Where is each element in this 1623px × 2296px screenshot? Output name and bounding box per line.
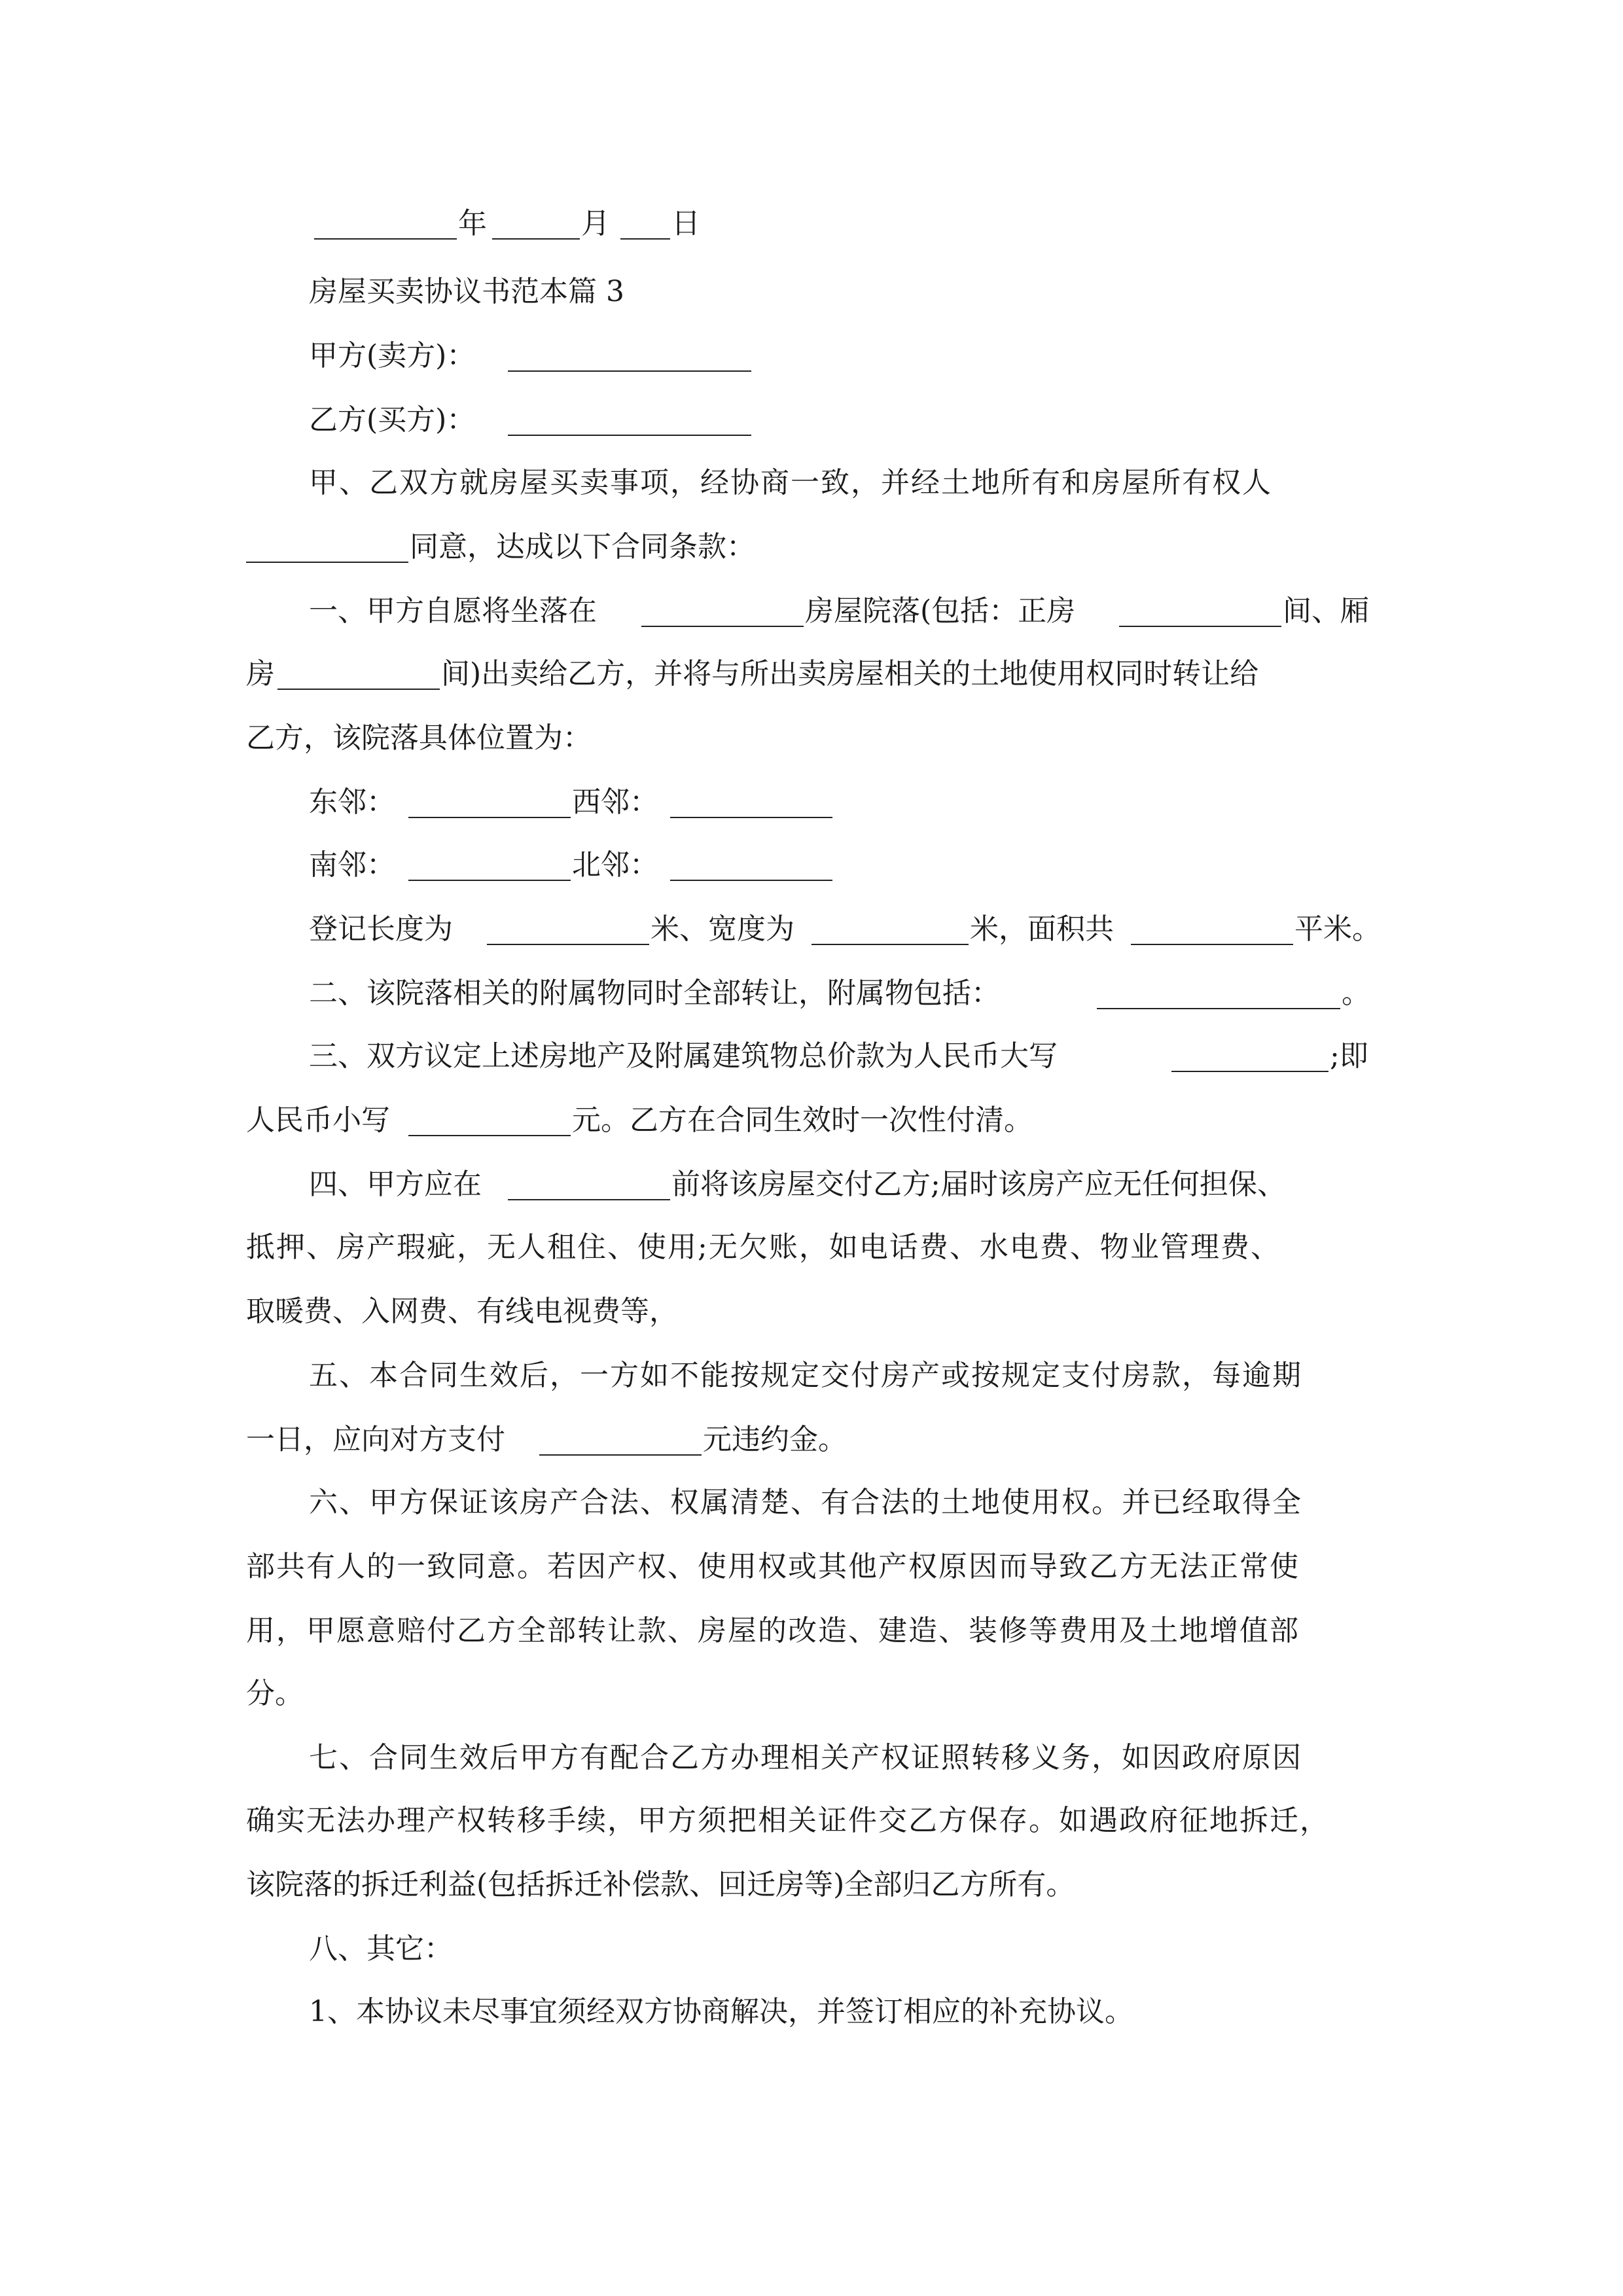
side-room-blank [277,660,440,690]
north-blank [670,851,832,881]
width-label: 米、宽度为 [651,912,794,946]
clause6-text: 六、甲方保证该房产合法、权属清楚、有合法的土地使用权。并已经取得全 [309,1486,1302,1519]
north-label: 北邻： [572,848,658,882]
clause2-end: 。 [1342,977,1370,1010]
clause6-text-4: 分。 [246,1677,304,1710]
party-a-label: 甲方(卖方)： [309,339,476,372]
clause4-text: 四、甲方应在 [309,1168,482,1201]
clause1-text: 一、甲方自愿将坐落在 [309,594,597,628]
clause7-text-2: 确实无法办理产权转移手续，甲方须把相关证件交乙方保存。如遇政府征地拆迁， [246,1804,1330,1837]
clause3-text-3: 人民币小写 [246,1103,390,1137]
clause8-title: 八、其它： [309,1932,453,1965]
area-blank [1131,915,1293,945]
clause1-text-5: 间)出卖给乙方，并将与所出卖房屋相关的土地使用权同时转让给 [441,657,1259,691]
south-blank [408,851,571,881]
day-blank [620,209,670,240]
east-blank [408,788,571,818]
clause4-text-4: 取暖费、入网费、有线电视费等， [246,1295,678,1328]
clause7-text: 七、合同生效后甲方有配合乙方办理相关产权证照转移义务，如因政府原因 [309,1741,1302,1774]
price-digits-blank [408,1106,571,1136]
main-room-blank [1119,597,1281,627]
year-label: 年 [458,207,487,240]
month-blank [492,209,580,240]
clause4-text-3: 抵押、房产瑕疵，无人租住、使用;无欠账，如电话费、水电费、物业管理费、 [246,1230,1281,1264]
area-label: 米，面积共 [970,912,1114,946]
month-label: 月 [581,207,610,240]
clause1-text-6: 乙方，该院落具体位置为： [246,721,592,755]
clause4-text-2: 前将该房屋交付乙方;届时该房产应无任何担保、 [671,1168,1286,1201]
clause5-text: 五、本合同生效后，一方如不能按规定交付房产或按规定支付房款，每逾期 [309,1359,1302,1392]
price-words-blank [1171,1042,1329,1072]
clause1-text-4: 房 [246,657,275,691]
clause2-text: 二、该院落相关的附属物同时全部转让，附属物包括： [309,977,1000,1010]
year-blank [314,209,457,240]
section-heading: 房屋买卖协议书范本篇 3 [309,275,624,308]
length-blank [487,915,649,945]
clause6-text-2: 部共有人的一致同意。若因产权、使用权或其他产权原因而导致乙方无法正常使 [246,1550,1300,1583]
intro-text: 甲、乙双方就房屋买卖事项，经协商一致，并经土地所有和房屋所有权人 [309,466,1272,499]
intro-text-2: 同意，达成以下合同条款： [410,530,755,564]
clause3-text-2: ;即 [1330,1039,1368,1073]
clause7-text-3: 该院落的拆迁利益(包括拆迁补偿款、回迁房等)全部归乙方所有。 [246,1868,1075,1901]
clause1-text-2: 房屋院落(包括：正房 [805,594,1076,628]
party-b-blank [508,406,751,436]
delivery-date-blank [508,1170,670,1200]
party-a-blank [508,342,751,372]
clause5-text-2: 一日，应向对方支付 [246,1423,505,1456]
day-label: 日 [671,207,700,240]
clause3-text: 三、双方议定上述房地产及附属建筑物总价款为人民币大写 [309,1039,1058,1073]
length-label: 登记长度为 [309,912,453,946]
attachments-blank [1097,979,1340,1009]
west-blank [670,788,832,818]
clause1-text-3: 间、厢 [1283,594,1369,628]
clause3-text-4: 元。乙方在合同生效时一次性付清。 [572,1103,1033,1137]
location-blank [641,597,804,627]
penalty-blank [539,1426,702,1456]
clause6-text-3: 用，甲愿意赔付乙方全部转让款、房屋的改造、建造、装修等费用及土地增值部 [246,1614,1300,1647]
owner-blank [246,533,408,563]
clause5-text-3: 元违约金。 [703,1423,847,1456]
east-label: 东邻： [309,785,395,819]
width-blank [812,915,969,945]
clause8-item1: 1、本协议未尽事宜须经双方协商解决，并签订相应的补充协议。 [309,1995,1133,2028]
west-label: 西邻： [572,785,658,819]
party-b-label: 乙方(买方)： [309,403,476,437]
area-unit: 平米。 [1294,912,1381,946]
south-label: 南邻： [309,848,395,882]
